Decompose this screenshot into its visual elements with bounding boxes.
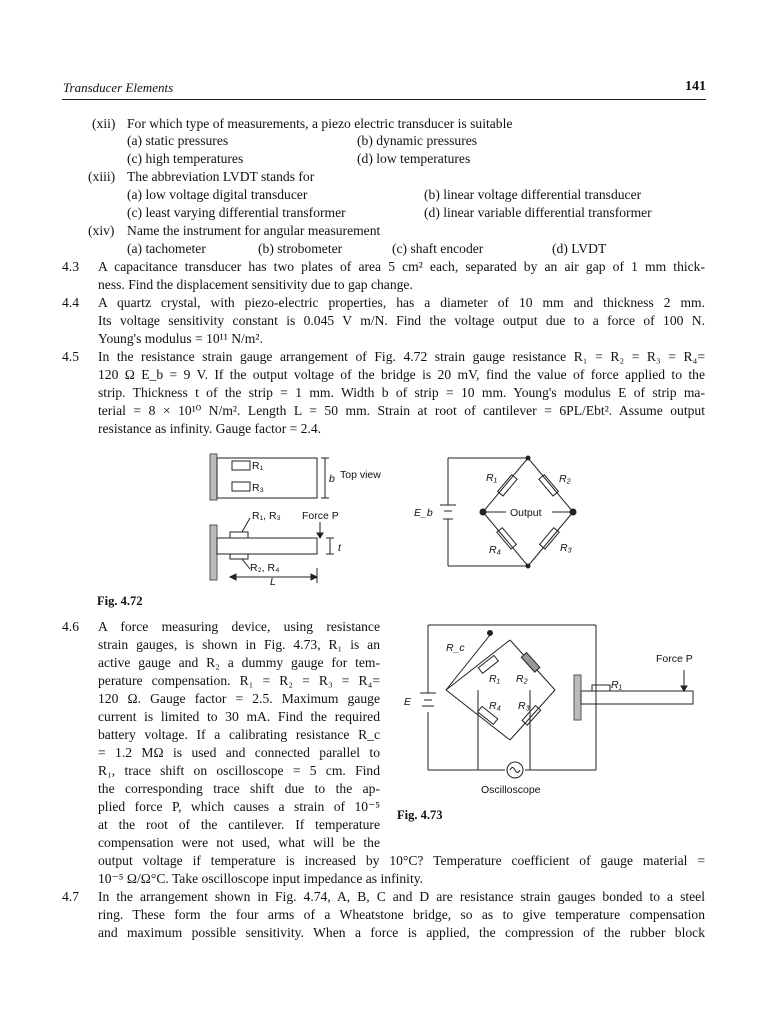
fig-4-72-label-br3: R₃ xyxy=(560,542,572,554)
fig-4-72-label-output: Output xyxy=(510,507,542,519)
problem-4-6-number: 4.6 xyxy=(62,619,79,634)
mcq-xiii-option-a: (a) low voltage digital transducer xyxy=(127,187,308,202)
problem-4-3-line-1: A capacitance transducer has two plates of area 5 cm² each, separated by an air gap of 1 mm thick- xyxy=(98,259,705,274)
problem-4-5-line-1: In the resistance strain gauge arrangement of Fig. 4.72 strain gauge resistance R₁ = R₂ = R₃ = R₄= xyxy=(98,349,705,364)
mcq-xiv-option-b: (b) strobometer xyxy=(258,241,343,256)
fig-4-73-cantilever-gauge-r1 xyxy=(592,685,610,691)
fig-4-72-label-eb: E_b xyxy=(414,507,433,519)
mcq-xiv-option-d: (d) LVDT xyxy=(552,241,607,256)
mcq-xii-option-d: (d) low temperatures xyxy=(357,151,471,166)
mcq-xiv-number: (xiv) xyxy=(88,223,115,238)
fig-4-73-label-force: Force P xyxy=(656,653,693,665)
problem-4-7-line-3: and maximum possible sensitivity. When a force is applied, the compression of the rubber block xyxy=(98,925,705,940)
fig-4-73-gauge-r2 xyxy=(521,653,540,673)
problem-4-5-line-3: strip. Thickness t of the strip = 1 mm. Width b of strip = 10 mm. Young's modulus E of strip ma- xyxy=(98,385,705,400)
problem-4-6-line-9: R₁, trace shift on oscilloscope = 5 cm. Find xyxy=(98,763,380,778)
mcq-xiii-option-d: (d) linear variable differential transformer xyxy=(424,205,652,220)
fig-4-72-label-br1: R₁ xyxy=(486,472,497,484)
fig-4-73-label-r3: R₃ xyxy=(518,700,530,712)
problem-4-6-line-8: = 1.2 MΩ is used and connected parallel to xyxy=(98,745,380,760)
fig-4-72-label-b: b xyxy=(329,473,335,485)
fig-4-73-label-r2: R₂ xyxy=(516,673,528,685)
fig-4-73-label-rc: R_c xyxy=(446,642,465,654)
page-number: 141 xyxy=(685,79,706,94)
fig-4-73-label-oscilloscope: Oscilloscope xyxy=(481,784,541,796)
fig-4-73-gauge-r1 xyxy=(478,655,498,673)
fig-4-72-label-t: t xyxy=(338,542,341,554)
fig-4-72-label-r2r4: R₂, R₄ xyxy=(250,562,280,574)
problem-4-4-line-1: A quartz crystal, with piezo-electric properties, has a diameter of 10 mm and thickness 2 mm. xyxy=(98,295,705,310)
problem-4-6-line-7: battery voltage. If a calibrating resistance R_c xyxy=(98,727,380,742)
fig-4-72-label-top-view: Top view xyxy=(340,469,381,481)
fig-4-73-label-cr1: R₁ xyxy=(611,679,622,691)
fig-4-73-cantilever-beam xyxy=(581,691,693,704)
problem-4-7-line-1: In the arrangement shown in Fig. 4.74, A, B, C and D are resistance strain gauges bonded to a steel xyxy=(98,889,705,904)
problem-4-6-line-11: plied force P, which causes a strain of 10⁻⁵ xyxy=(98,799,380,814)
problem-4-4-line-3: Young's modulus = 10¹¹ N/m². xyxy=(98,331,263,346)
fig-4-72-label-r1: R₁ xyxy=(252,460,264,472)
fig-4-72-label-br2: R₂ xyxy=(559,473,571,485)
problem-4-6-line-13: compensation were not used, what will be the xyxy=(98,835,380,850)
mcq-xii-option-a: (a) static pressures xyxy=(127,133,229,148)
mcq-xii-question: For which type of measurements, a piezo electric transducer is suitable xyxy=(127,116,513,131)
running-header-left: Transducer Elements xyxy=(63,80,174,95)
problem-4-6-line-2: strain gauges, is shown in Fig. 4.73, R₁ is an xyxy=(98,637,380,652)
fig-4-73-label-r4: R₄ xyxy=(489,700,501,712)
problem-4-5-line-5: resistance as infinity. Gauge factor = 2.4. xyxy=(98,421,322,436)
problem-4-5-line-2: 120 Ω E_b = 9 V. If the output voltage of the bridge is 20 mV, find the value of force applied to the xyxy=(98,367,705,382)
fig-4-73-caption: Fig. 4.73 xyxy=(397,808,443,822)
problem-4-4-number: 4.4 xyxy=(62,295,79,310)
problem-4-6-line-5: 120 Ω. Gauge factor = 2.5. Maximum gauge xyxy=(98,691,380,706)
problem-4-6-line-6: current is limited to 30 mA. Find the required xyxy=(98,709,380,724)
problem-4-7-line-2: ring. These form the four arms of a Wheatstone bridge, so as to give temperature compensation xyxy=(98,907,705,922)
problem-4-3-line-2: ness. Find the displacement sensitivity due to gap change. xyxy=(98,277,413,292)
mcq-xiv-question: Name the instrument for angular measurement xyxy=(127,223,381,238)
mcq-xiii-number: (xiii) xyxy=(88,169,116,184)
problem-4-6-line-12: at the root of the cantilever. If temperature xyxy=(98,817,380,832)
problem-4-5-line-4: terial = 8 × 10¹⁰ N/m². Length L = 50 mm. Strain at root of cantilever = 6PL/Ebt². Assume output xyxy=(98,403,705,418)
problem-4-3-number: 4.3 xyxy=(62,259,79,274)
problem-4-6-line-14: output voltage if temperature is increased by 10°C? Temperature coefficient of gauge material = xyxy=(98,853,705,868)
fig-4-72-label-force: Force P xyxy=(302,510,339,522)
fig-4-73-label-r1: R₁ xyxy=(489,673,500,685)
fig-4-73-label-e: E xyxy=(404,696,412,708)
mcq-xiii-option-b: (b) linear voltage differential transducer xyxy=(424,187,642,202)
fig-4-72-label-r3: R₃ xyxy=(252,482,264,494)
mcq-xii-option-b: (b) dynamic pressures xyxy=(357,133,478,148)
mcq-xiv-option-c: (c) shaft encoder xyxy=(392,241,484,256)
mcq-xiv-option-a: (a) tachometer xyxy=(127,241,206,256)
problem-4-6-line-3: active gauge and R₂ a dummy gauge for tem- xyxy=(98,655,380,670)
problem-4-6-line-4: perature compensation. R₁ = R₂ = R₃ = R₄= xyxy=(98,673,380,688)
mcq-xiii-option-c: (c) least varying differential transformer xyxy=(127,205,346,220)
fig-4-72-caption: Fig. 4.72 xyxy=(97,594,143,608)
fig-4-72-label-r1r3: R₁, R₃ xyxy=(252,510,281,522)
problem-4-7-number: 4.7 xyxy=(62,889,79,904)
problem-4-6-line-15: 10⁻⁵ Ω/Ω°C. Take oscilloscope input impedance as infinity. xyxy=(98,871,424,886)
problem-4-5-number: 4.5 xyxy=(62,349,79,364)
mcq-xii-number: (xii) xyxy=(92,116,116,131)
problem-4-6-line-10: the corresponding trace shift due to the ap- xyxy=(98,781,380,796)
fig-4-72-label-br4: R₄ xyxy=(489,544,501,556)
problem-4-4-line-2: Its voltage sensitivity constant is 0.045 V m/N. Find the voltage output due to a force of 100 N. xyxy=(98,313,705,328)
mcq-xiii-question: The abbreviation LVDT stands for xyxy=(127,169,315,184)
mcq-xii-option-c: (c) high temperatures xyxy=(127,151,244,166)
fig-4-73-cantilever-wall xyxy=(574,675,581,720)
problem-4-6-line-1: A force measuring device, using resistance xyxy=(98,619,380,634)
fig-4-72-label-L: L xyxy=(270,576,276,588)
